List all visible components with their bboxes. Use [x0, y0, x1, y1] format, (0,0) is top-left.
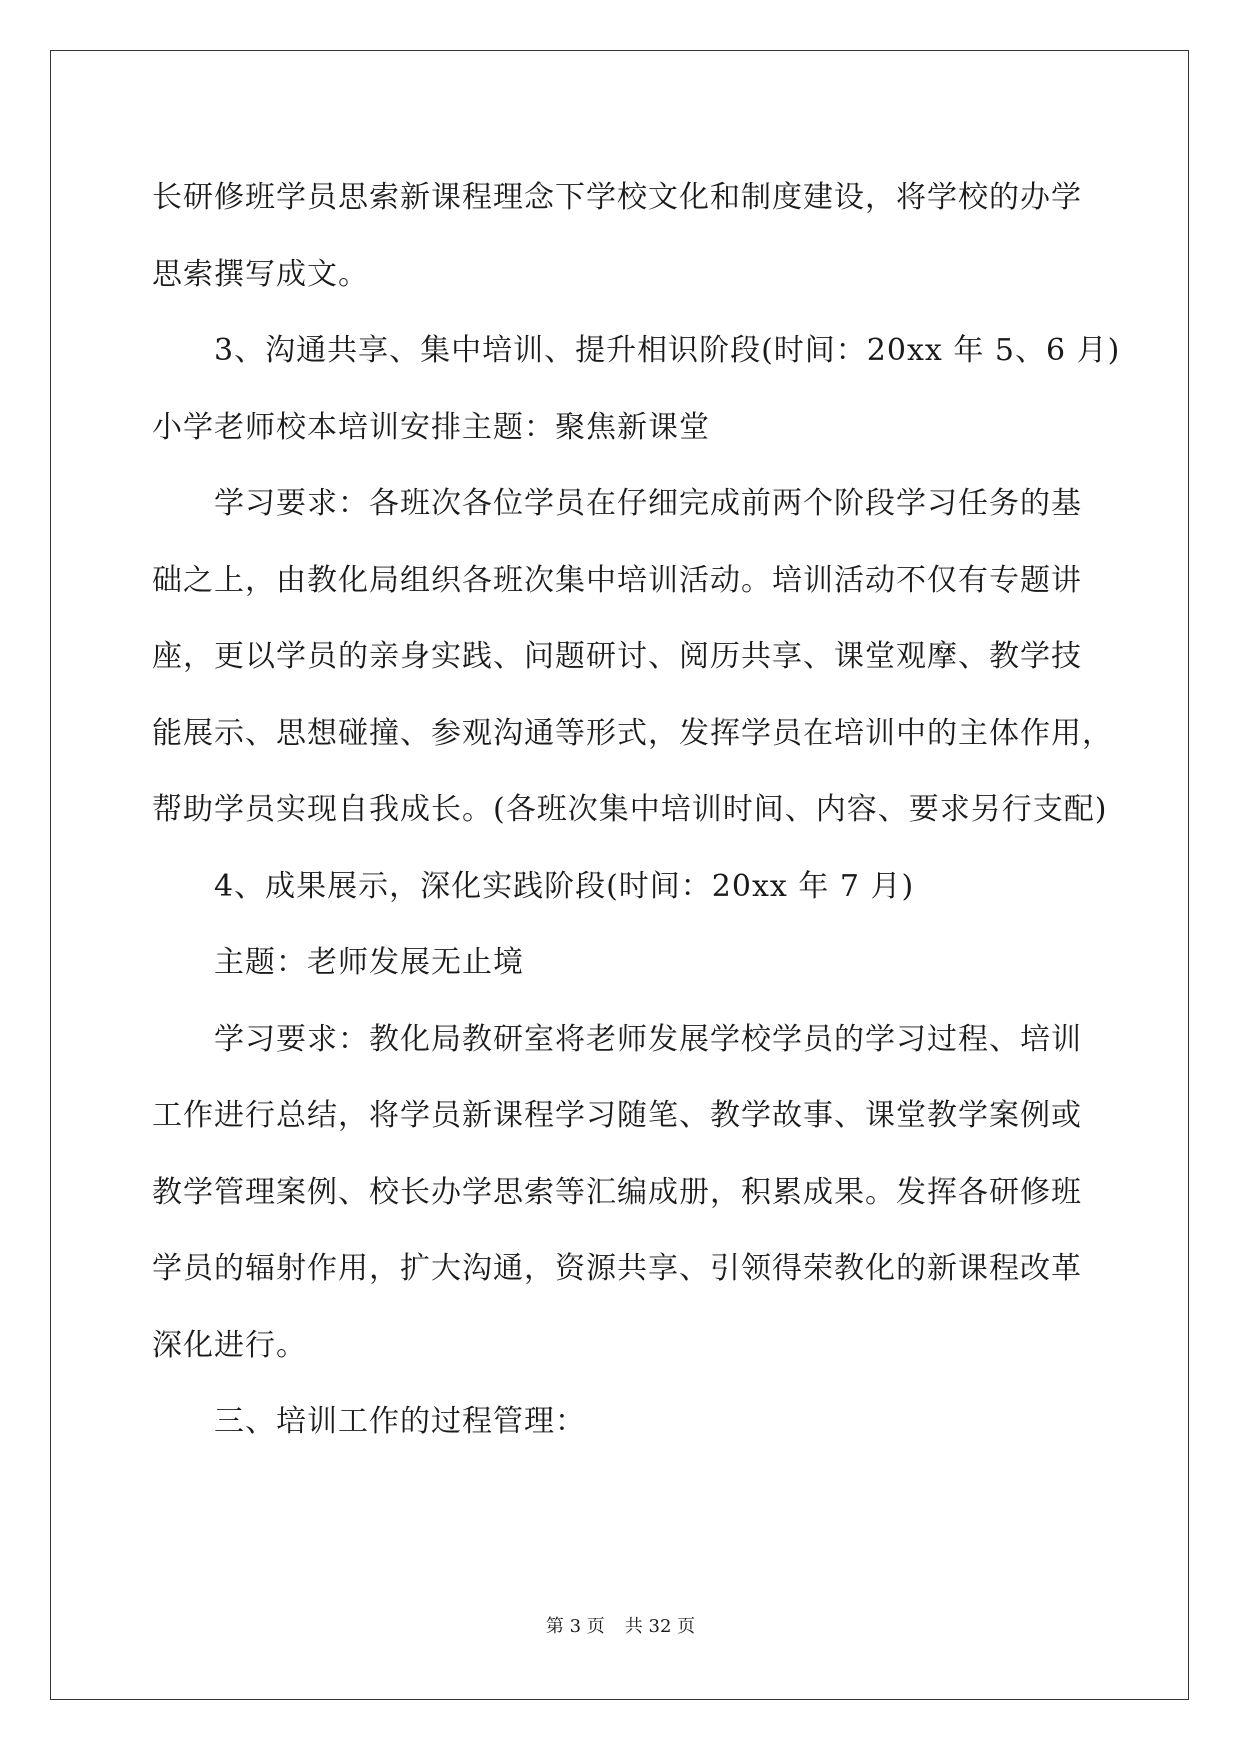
paragraph-line: 学习要求：各班次各位学员在仔细完成前两个阶段学习任务的基	[214, 486, 1082, 521]
paragraph-line: 帮助学员实现自我成长。(各班次集中培训时间、内容、要求另行支配)	[152, 792, 1108, 827]
paragraph-line: 思索撰写成文。	[152, 256, 369, 292]
section-heading-three: 三、培训工作的过程管理：	[214, 1404, 586, 1439]
section-heading-4: 4、成果展示，深化实践阶段(时间：20xx 年 7 月)	[214, 868, 915, 904]
paragraph-line: 座，更以学员的亲身实践、问题研讨、阅历共享、课堂观摩、教学技	[152, 639, 1082, 674]
paragraph-line: 教学管理案例、校长办学思索等汇编成册，积累成果。发挥各研修班	[152, 1174, 1082, 1210]
paragraph-line: 工作进行总结，将学员新课程学习随笔、教学故事、课堂教学案例或	[152, 1098, 1082, 1133]
paragraph-line: 学习要求：教化局教研室将老师发展学校学员的学习过程、培训	[214, 1021, 1082, 1057]
paragraph-line: 小学老师校本培训安排主题：聚焦新课堂	[152, 409, 710, 445]
paragraph-line: 能展示、思想碰撞、参观沟通等形式，发挥学员在培训中的主体作用，	[152, 715, 1113, 751]
document-body	[152, 160, 1121, 1461]
paragraph-line: 础之上，由教化局组织各班次集中培训活动。培训活动不仅有专题讲	[152, 562, 1082, 598]
page-total: 共 32 页	[624, 1616, 696, 1637]
paragraph-line: 深化进行。	[152, 1327, 307, 1363]
paragraph-line: 长研修班学员思索新课程理念下学校文化和制度建设，将学校的办学	[152, 180, 1082, 215]
page-number: 第 3 页	[545, 1616, 605, 1637]
section-heading-3: 3、沟通共享、集中培训、提升相识阶段(时间：20xx 年 5、6 月)	[214, 333, 1121, 368]
paragraph-line: 主题：老师发展无止境	[214, 945, 524, 980]
paragraph-line: 学员的辐射作用，扩大沟通，资源共享、引领得荣教化的新课程改革	[152, 1251, 1082, 1286]
page-footer	[0, 1612, 1241, 1638]
